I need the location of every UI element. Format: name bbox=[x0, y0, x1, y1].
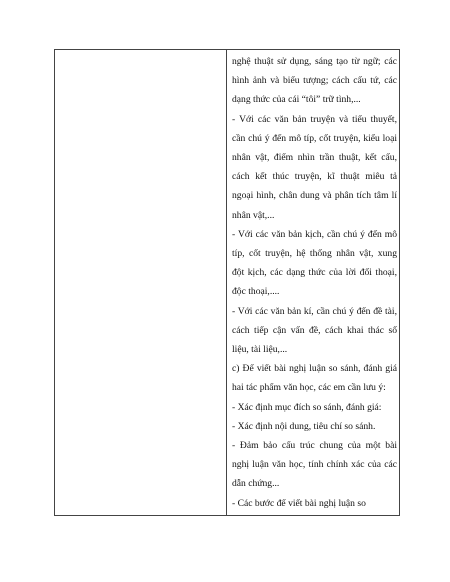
table-right-cell bbox=[227, 50, 399, 515]
paragraph-comparison-intro: c) Để viết bài nghị luận so sánh, đánh giá hai tác phẩm văn học, các em cần lưu ý: bbox=[232, 363, 397, 394]
paragraph-steps: - Các bước để viết bài nghị luận so bbox=[232, 497, 366, 509]
content-table bbox=[54, 49, 400, 516]
paragraph-memoir: - Với các văn bản kí, cần chú ý đến đề tài, cách tiếp cận vấn đề, cách khai thác số liệu, tài liệu,... bbox=[232, 305, 397, 356]
paragraph-story-novel: - Với các văn bản truyện và tiểu thuyết, cần chú ý đến mô típ, cốt truyện, kiểu loại nhân vật, điểm nhìn trần thuật, kết cấu, cách kết thúc truyện, kĩ thuật miêu tả ngoại hình, chân dung và phân tích tâm lí nhân vật,... bbox=[232, 113, 397, 221]
paragraph-drama: - Với các văn bản kịch, cần chú ý đến mô típ, cốt truyện, hệ thống nhân vật, xung đột kịch, các dạng thức của lời đối thoại, độc thoại,.... bbox=[232, 228, 397, 298]
paragraph-purpose: - Xác định mục đích so sánh, đánh giá: bbox=[232, 401, 382, 413]
table-left-cell bbox=[55, 50, 227, 515]
paragraph-criteria: - Xác định nội dung, tiêu chí so sánh. bbox=[232, 420, 376, 432]
paragraph-artistic-language: nghệ thuật sử dụng, sáng tạo từ ngữ; các hình ảnh và biểu tượng; cách cấu tứ, các dạng thức của cái “tôi” trữ tình,... bbox=[232, 56, 397, 106]
paragraph-structure: - Đảm bảo cấu trúc chung của một bài nghị luận văn học, tính chính xác của các dẫn chứng... bbox=[232, 440, 397, 490]
